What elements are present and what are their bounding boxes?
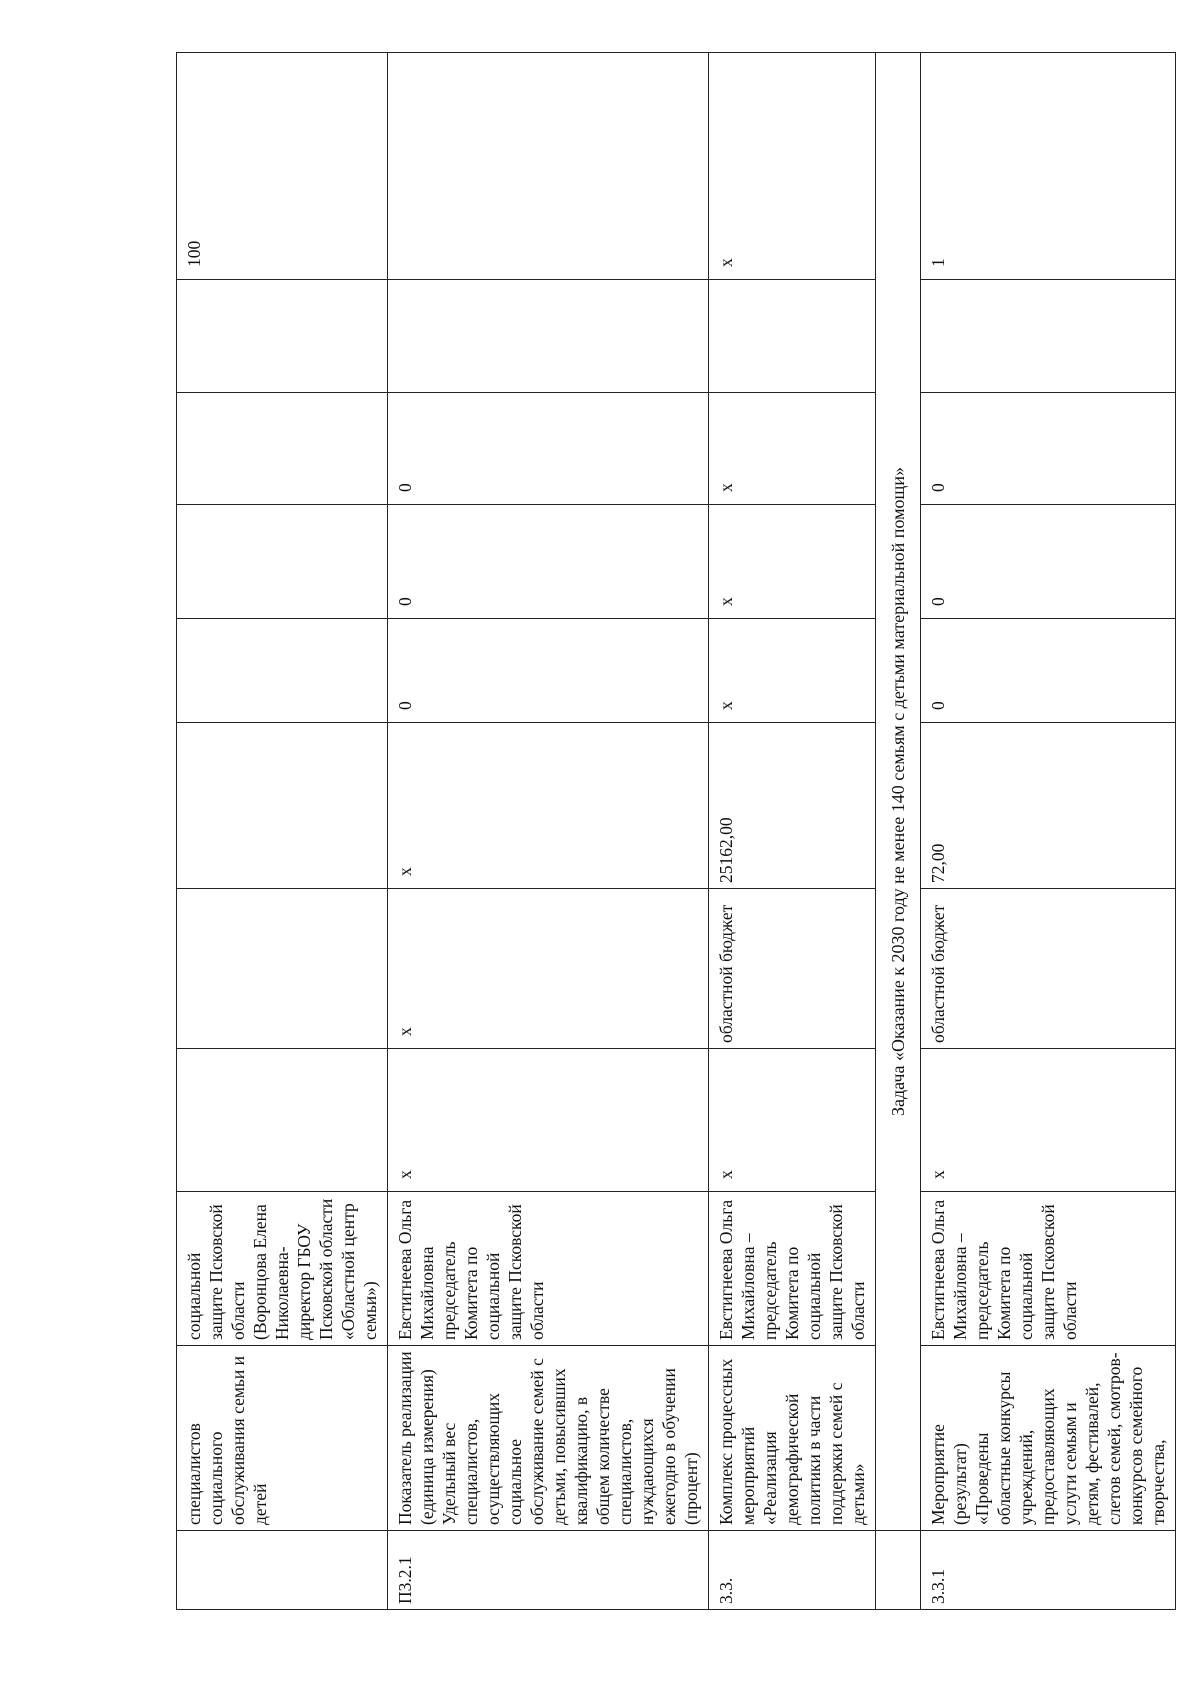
table-row [921, 53, 1176, 1610]
row-name: Показатель реализации (единица измерения) Удельный вес специалистов, осуществляющих социальное обслуживание семей с детьми, повысивших квалификацию, в общем количестве специалистов, нуждающихся ежегодно в обучении (процент) [388, 1346, 709, 1531]
table-row [177, 53, 388, 1610]
cell-col5: областной бюджет [921, 889, 1176, 1049]
row-name: Комплекс процессных мероприятий «Реализация демографической политики в части поддержки семей с детьми» [709, 1346, 876, 1531]
table-row [388, 53, 709, 1610]
row-name: специалистов социального обслуживания семьи и детей [177, 1346, 388, 1531]
cell-col9: 0 [921, 393, 1176, 505]
cell-col4 [177, 1049, 388, 1192]
cell-col5: областной бюджет [709, 889, 876, 1049]
row-number: 3.3. [709, 1531, 876, 1610]
cell-col5 [177, 889, 388, 1049]
cell-col10 [709, 280, 876, 393]
cell-col11: 100 [177, 53, 388, 280]
task-row [876, 53, 921, 1610]
table-row [709, 53, 876, 1610]
cell-col8 [177, 505, 388, 619]
row-responsible: Евстигнеева Ольга Михайловна – председатель Комитета по социальной защите Псковской области [709, 1192, 876, 1346]
cell-col4: x [388, 1049, 709, 1192]
cell-col9: x [709, 393, 876, 505]
cell-col10 [177, 280, 388, 393]
row-name: Мероприятие (результат) «Проведены областные конкурсы учреждений, предоставляющих услуги семьям и детям, фестивалей, слетов семей, смотров-конкурсов семейного творчества, [921, 1346, 1176, 1531]
rotated-table-container [176, 53, 1168, 1610]
row-responsible: Евстигнеева Ольга Михайловна – председатель Комитета по социальной защите Псковской области [921, 1192, 1176, 1346]
task-blank [876, 1531, 921, 1610]
cell-col10 [921, 280, 1176, 393]
row-number: П3.2.1 [388, 1531, 709, 1610]
cell-col7 [177, 619, 388, 723]
cell-col4: x [921, 1049, 1176, 1192]
cell-col6: x [388, 723, 709, 889]
cell-col8: 0 [921, 505, 1176, 619]
cell-col11: 1 [921, 53, 1176, 280]
cell-col8: 0 [388, 505, 709, 619]
row-responsible: социальной защите Псковской области (Воронцова Елена Николаевна-директор ГБОУ Псковской области «Областной центр семьи») [177, 1192, 388, 1346]
cell-col6: 72,00 [921, 723, 1176, 889]
cell-col7: x [709, 619, 876, 723]
cell-col11 [388, 53, 709, 280]
cell-col4: x [709, 1049, 876, 1192]
cell-col10 [388, 280, 709, 393]
row-number [177, 1531, 388, 1610]
cell-col9: 0 [388, 393, 709, 505]
program-table [176, 52, 1176, 1610]
cell-col8: x [709, 505, 876, 619]
cell-col9 [177, 393, 388, 505]
row-number: 3.3.1 [921, 1531, 1176, 1610]
cell-col5: x [388, 889, 709, 1049]
row-responsible: Евстигнеева Ольга Михайловна председатель Комитета по социальной защите Псковской области [388, 1192, 709, 1346]
task-title: Задача «Оказание к 2030 году не менее 140 семьям с детьми материальной помощи» [876, 53, 921, 1531]
cell-col11: x [709, 53, 876, 280]
cell-col7: 0 [388, 619, 709, 723]
cell-col6 [177, 723, 388, 889]
cell-col6: 25162,00 [709, 723, 876, 889]
cell-col7: 0 [921, 619, 1176, 723]
